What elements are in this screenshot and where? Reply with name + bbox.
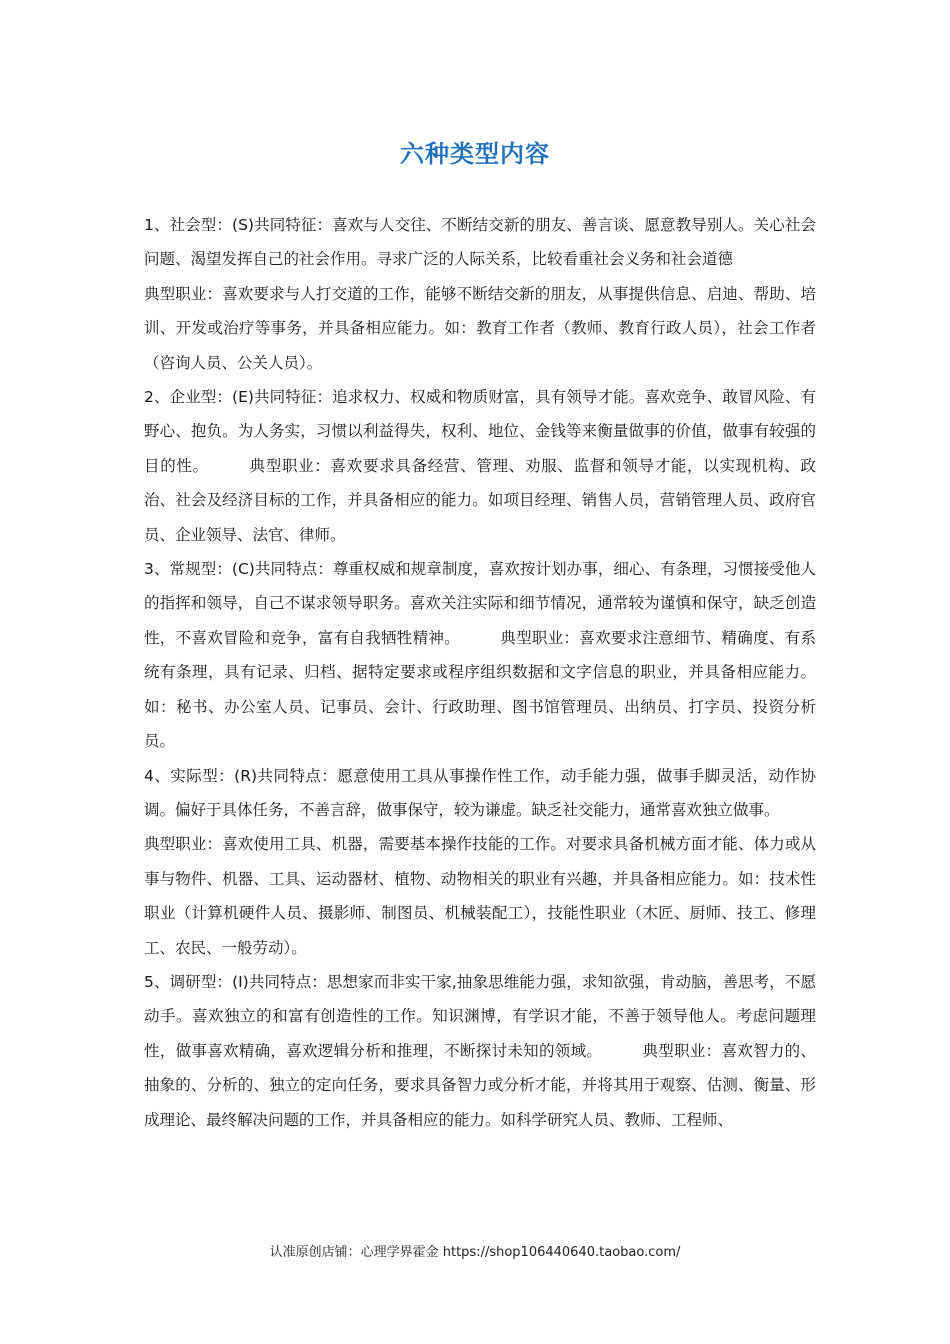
paragraph-enterprising (144, 380, 816, 552)
paragraph-social-jobs: 典型职业：喜欢要求与人打交道的工作，能够不断结交新的朋友，从事提供信息、启迪、帮助、培训、开发或治疗等事务，并具备相应能力。如：教育工作者（教师、教育行政人员），社会工作者（咨询人员、公关人员）。 (144, 284, 816, 372)
page-title: 六种类型内容 (400, 140, 550, 168)
document-body (144, 208, 816, 1137)
enterprising-features-text: 2、企业型：(E)共同特征：追求权力、权威和物质财富，具有领导才能。喜欢竞争、敢冒风险、有野心、抱负。为人务实，习惯以利益得失，权利、地位、金钱等来衡量做事的价值，做事有较强的目的性。 (144, 388, 816, 475)
paragraph-investigative (144, 965, 816, 1137)
paragraph-social-features: 1、社会型：(S)共同特征：喜欢与人交往、不断结交新的朋友、善言谈、愿意教导别人。关心社会问题、渴望发挥自己的社会作用。寻求广泛的人际关系，比较看重社会义务和社会道德 (144, 216, 816, 269)
investigative-jobs-text: 典型职业：喜欢智力的、抽象的、分析的、独立的定向任务，要求具备智力或分析才能，并将其用于观察、估测、衡量、形成理论、最终解决问题的工作，并具备相应的能力。如科学研究人员、教师、工程师、 (144, 1041, 816, 1129)
paragraph-conventional (144, 552, 816, 758)
page-footer: 认准原创店铺：心理学界霍金 https://shop106440640.taobao.com/ (269, 1245, 681, 1260)
conventional-features-text: 3、常规型：(C)共同特点：尊重权威和规章制度，喜欢按计划办事，细心、有条理，习惯接受他人的指挥和领导，自己不谋求领导职务。喜欢关注实际和细节情况，通常较为谨慎和保守，缺乏创造性，不喜欢冒险和竞争，富有自我牺牲精神。 (144, 560, 816, 647)
investigative-features-text: 5、调研型：(I)共同特点：思想家而非实干家,抽象思维能力强，求知欲强，肯动脑，善思考，不愿动手。喜欢独立的和富有创造性的工作。知识渊博，有学识才能，不善于领导他人。考虑问题理性，做事喜欢精确，喜欢逻辑分析和推理，不断探讨未知的领域。 (144, 972, 816, 1060)
enterprising-jobs-text: 典型职业：喜欢要求具备经营、管理、劝服、监督和领导才能，以实现机构、政治、社会及经济目标的工作，并具备相应的能力。如项目经理、销售人员，营销管理人员、政府官员、企业领导、法官、律师。 (144, 456, 816, 544)
paragraph-realistic-features: 4、实际型：(R)共同特点：愿意使用工具从事操作性工作，动手能力强，做事手脚灵活，动作协调。偏好于具体任务，不善言辞，做事保守，较为谦虚。缺乏社交能力，通常喜欢独立做事。 (144, 766, 816, 819)
conventional-jobs-text: 典型职业：喜欢要求注意细节、精确度、有系统有条理，具有记录、归档、据特定要求或程序组织数据和文字信息的职业，并具备相应能力。如：秘书、办公室人员、记事员、会计、行政助理、图书馆管理员、出纳员、打字员、投资分析员。 (144, 628, 816, 751)
paragraph-realistic-jobs: 典型职业：喜欢使用工具、机器，需要基本操作技能的工作。对要求具备机械方面才能、体力或从事与物件、机器、工具、运动器材、植物、动物相关的职业有兴趣，并具备相应能力。如：技术性职业（计算机硬件人员、摄影师、制图员、机械装配工），技能性职业（木匠、厨师、技工、修理工、农民、一般劳动）。 (144, 835, 816, 957)
